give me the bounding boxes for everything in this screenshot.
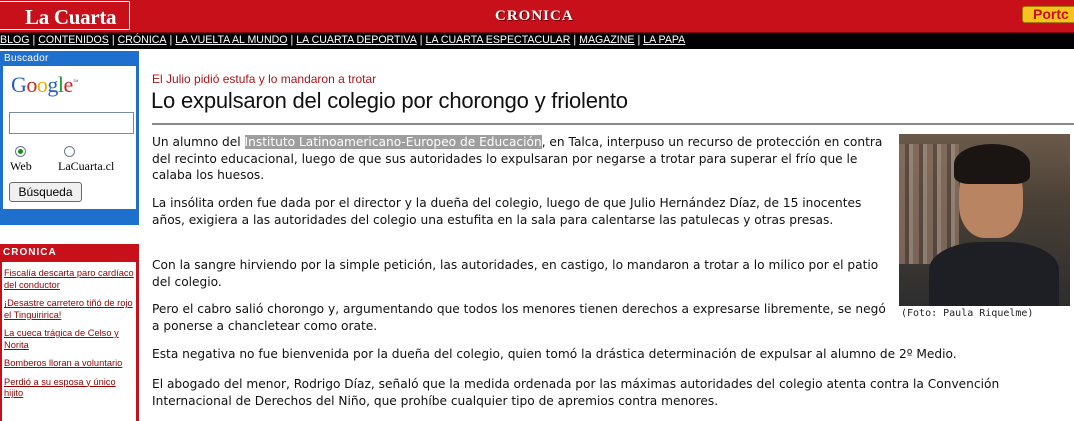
site-logo-text: La Cuarta <box>25 5 117 29</box>
portal-button[interactable] <box>1022 6 1074 23</box>
article-kicker: El Julio pidió estufa y lo mandaron a trotar <box>152 72 377 86</box>
cronica-sidebar <box>0 244 139 421</box>
top-bar <box>0 0 1074 33</box>
nav-link-deportiva[interactable]: LA CUARTA DEPORTIVA <box>296 34 417 46</box>
cronica-link[interactable]: Bomberos lloran a voluntario <box>4 358 123 368</box>
radio-web-label: Web <box>10 159 32 173</box>
cronica-link[interactable]: Perdió a su esposa y único hijito <box>4 376 116 398</box>
search-button[interactable]: Búsqueda <box>9 182 82 202</box>
cronica-link[interactable]: Fiscalía descarta paro cardíaco del conductor <box>4 268 134 290</box>
google-logo: Google™ <box>11 72 79 97</box>
cronica-link-list <box>2 262 136 421</box>
nav-links: BLOG | CONTENIDOS | CRÓNICA | LA VUELTA AL MUNDO | LA CUARTA DEPORTIVA | LA CUARTA ESPECTACULAR | MAGAZINE | LA PAPA <box>0 34 686 46</box>
nav-link-la-papa[interactable]: LA PAPA <box>643 34 686 46</box>
search-widget-body <box>3 66 136 209</box>
nav-link-contenidos[interactable]: CONTENIDOS <box>38 34 109 46</box>
main-nav <box>0 33 1074 49</box>
search-widget <box>0 51 139 225</box>
article-paragraph-6: El abogado del menor, Rodrigo Díaz, señaló que la medida ordenada por las máximas autoridades del colegio atenta contra la Convención Internacional de Derechos del Niño, que prohíbe cualquier tipo de apremios contra menores. <box>152 377 1000 408</box>
p1-text-before: Un alumno del <box>152 135 245 149</box>
radio-lacuarta[interactable] <box>64 146 75 157</box>
article-paragraph-1 <box>152 134 887 184</box>
article-paragraph-3: Con la sangre hirviendo por la simple petición, las autoridades, en castigo, lo mandaron a trotar a lo milico por el patio del colegio. <box>152 258 879 289</box>
cronica-sidebar-title: CRONICA <box>3 247 57 258</box>
article-paragraph-4: Pero el cabro salió chorongo y, argumentando que todos los menores tienen derechos a expresarse libremente, se negó a ponerse a chancletear como orate. <box>152 302 886 333</box>
radio-lacuarta-label: LaCuarta.cl <box>58 159 115 173</box>
headline-divider <box>152 123 1074 125</box>
nav-link-magazine[interactable]: MAGAZINE <box>579 34 635 46</box>
nav-link-cronica[interactable]: CRÓNICA <box>117 34 167 46</box>
photo-caption: (Foto: Paula Riquelme) <box>901 308 1034 319</box>
search-widget-title: Buscador <box>4 53 49 64</box>
portal-label: Portc <box>1033 6 1069 22</box>
selected-text: Instituto Latinoamericano-Europeo de Educación <box>244 135 542 149</box>
nav-link-espectacular[interactable]: LA CUARTA ESPECTACULAR <box>425 34 571 46</box>
nav-link-vuelta-al-mundo[interactable]: LA VUELTA AL MUNDO <box>175 34 288 46</box>
article-photo <box>899 134 1070 306</box>
radio-web[interactable] <box>15 146 26 157</box>
search-input[interactable] <box>9 112 134 134</box>
nav-link-blog[interactable]: BLOG <box>0 34 30 46</box>
section-title: CRONICA <box>495 8 574 24</box>
cronica-link[interactable]: La cueca trágica de Celso y Norita <box>4 328 119 350</box>
site-logo[interactable] <box>0 1 130 30</box>
cronica-link[interactable]: ¡Desastre carretero tiñó de rojo el Tinguiririca! <box>4 298 133 320</box>
article-paragraph-5: Esta negativa no fue bienvenida por la dueña del colegio, quien tomó la drástica determinación de expulsar al alumno de 2º Medio. <box>152 347 957 361</box>
p1-text-after: , en Talca, interpuso un recurso de protección en contra del recinto educacional, luego de que sus autoridades lo expulsaran por negarse a trotar para superar el frío que le calaba los huesos. <box>152 135 883 182</box>
article-headline: Lo expulsaron del colegio por chorongo y friolento <box>151 88 628 113</box>
article-paragraph-2: La insólita orden fue dada por el director y la dueña del colegio, luego de que Julio Hernández Díaz, de 15 inocentes años, exigiera a las autoridades del colegio una estufita en la sala para calentarse las patulecas y otras presas. <box>152 196 862 227</box>
